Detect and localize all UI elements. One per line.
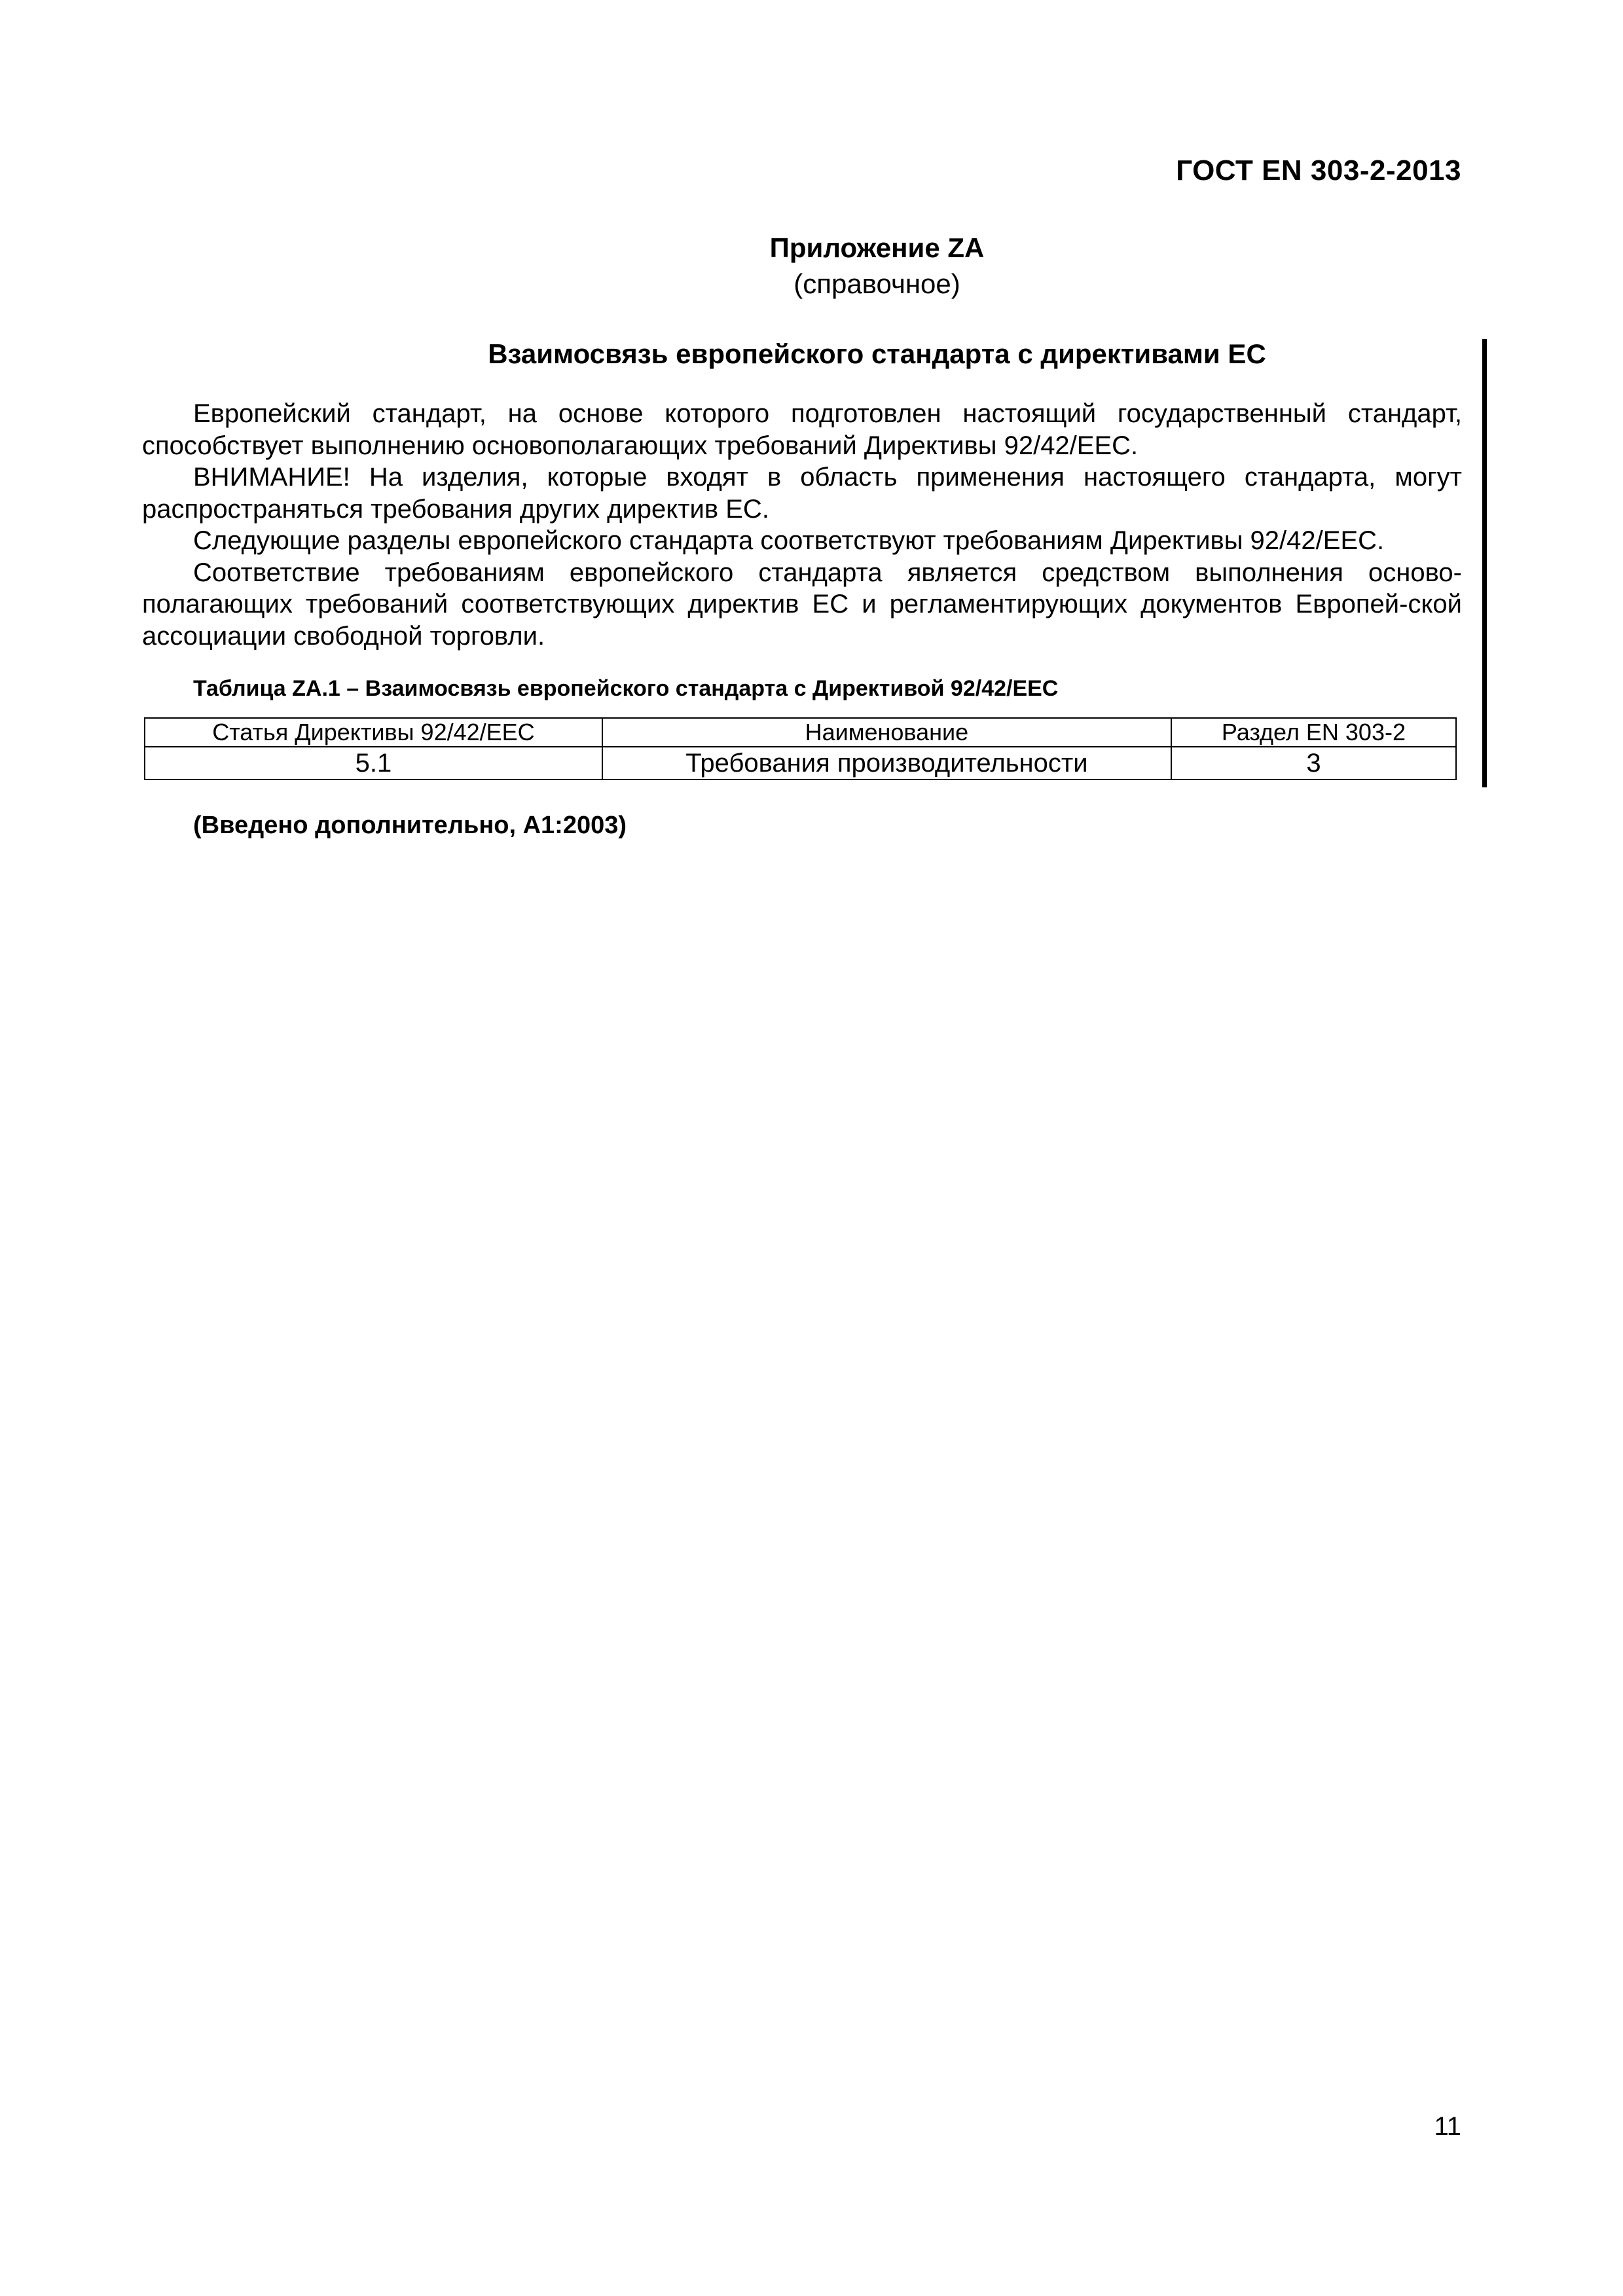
table-header-section: Раздел EN 303-2: [1171, 718, 1456, 747]
table-header-row: [145, 718, 1456, 747]
paragraph-standard-basis: Европейский стандарт, на основе которого подготовлен настоящий государственный стандарт, способствует выполнению основополагающих требований Директивы 92/42/EEC.: [142, 399, 1462, 460]
directive-table: [144, 717, 1457, 780]
table-cell-section: 3: [1171, 747, 1456, 780]
annex-subtitle: (справочное): [793, 268, 960, 299]
change-bar: [1482, 339, 1487, 787]
table-caption: Таблица ZA.1 – Взаимосвязь европейского стандарта с Директивой 92/42/EEC: [193, 676, 1059, 701]
table-cell-name: Требования производительности: [602, 747, 1171, 780]
paragraph-attention: ВНИМАНИЕ! На изделия, которые входят в область применения настоящего стандарта, могут распространяться требования других директив ЕС.: [142, 463, 1462, 524]
section-heading: Взаимосвязь европейского стандарта с директивами ЕС: [488, 338, 1266, 369]
paragraph-sections-correspond: Следующие разделы европейского стандарта соответствуют требованиям Директивы 92/42/EEC.: [193, 526, 1385, 555]
amendment-note: (Введено дополнительно, А1:2003): [193, 812, 627, 839]
page-number: 11: [1434, 2112, 1461, 2141]
table-header-name: Наименование: [602, 718, 1171, 747]
document-code: ГОСТ EN 303-2-2013: [1176, 154, 1461, 187]
table-cell-article: 5.1: [145, 747, 602, 780]
table-row: [145, 747, 1456, 780]
paragraph-conformity: Соответствие требованиям европейского стандарта является средством выполнения осново-полагающих требований соответствующих директив ЕС и регламентирующих документов Европей-ской ассоциации свободной торговли.: [142, 558, 1462, 651]
table-header-article: Статья Директивы 92/42/EEC: [145, 718, 602, 747]
annex-title: Приложение ZA: [769, 232, 985, 263]
body-text: [142, 398, 1462, 652]
